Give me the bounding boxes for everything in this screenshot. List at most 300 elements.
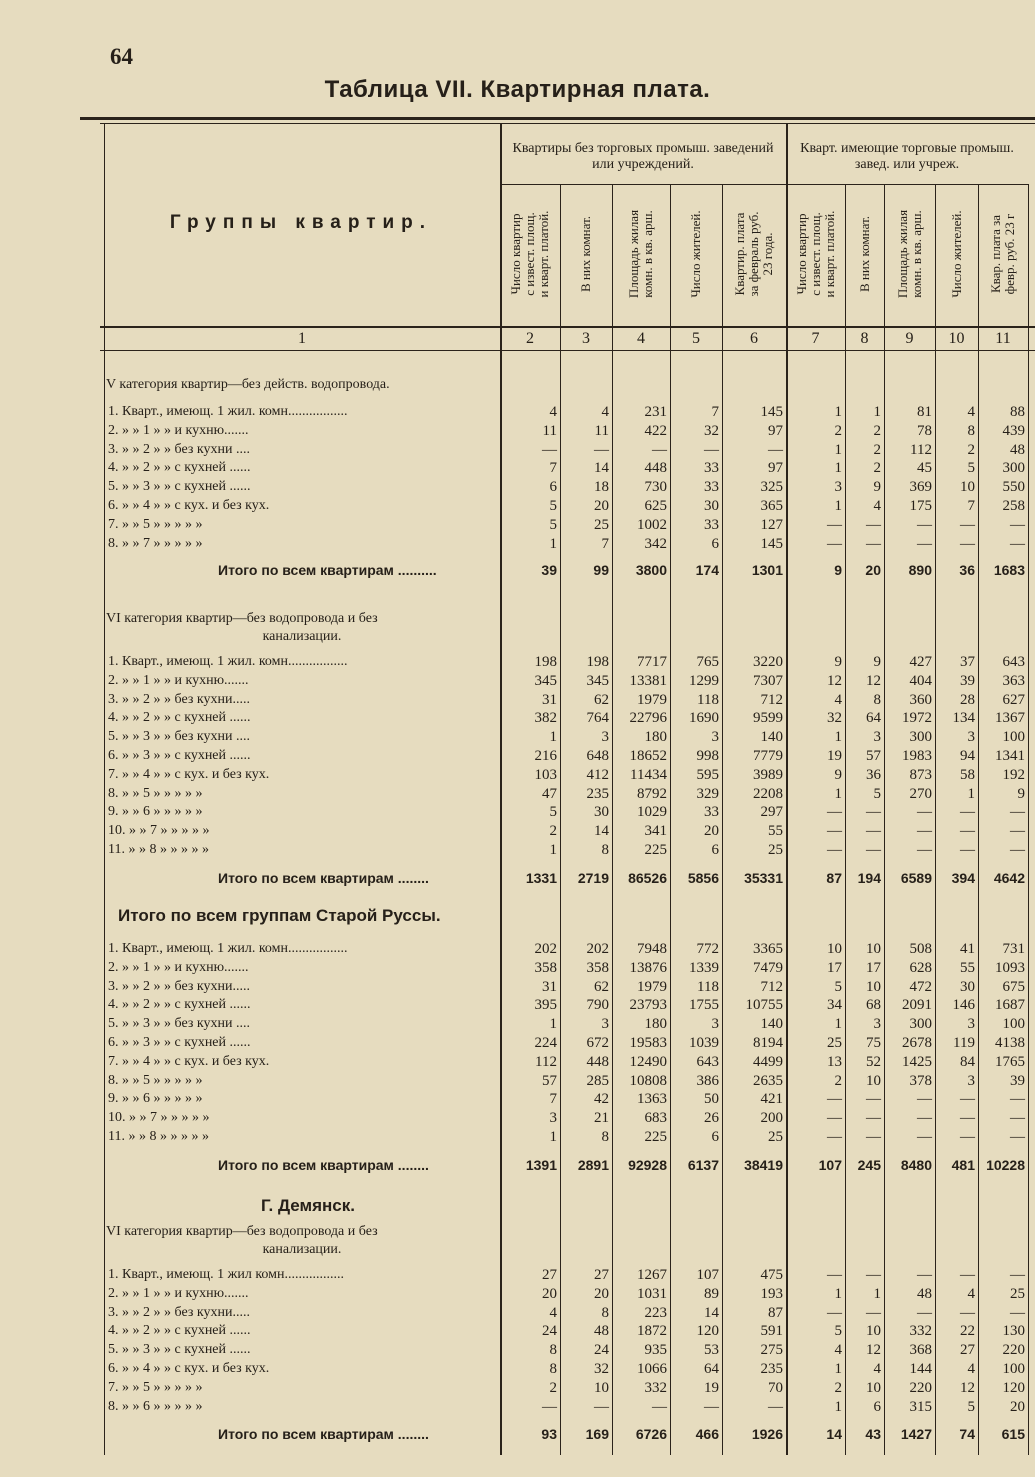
group-header-a: Квартиры без торговых промыш. заведений или учреждений. xyxy=(512,141,774,172)
table-cell: 2 xyxy=(549,1379,557,1396)
table-cell: 1 xyxy=(834,498,842,514)
row-label: 3. » » 2 » » без кухни..... xyxy=(108,1304,250,1320)
table-cell: 25 xyxy=(768,1129,783,1145)
table-cell: 1765 xyxy=(995,1053,1025,1070)
table-cell: — xyxy=(960,1304,975,1321)
table-cell: 20 xyxy=(594,1285,609,1302)
table-cell: 672 xyxy=(586,1035,609,1051)
table-cell: 873 xyxy=(909,766,932,783)
total-cell: 194 xyxy=(857,870,881,886)
table-cell: 202 xyxy=(586,941,609,957)
table-cell: 193 xyxy=(760,1285,783,1302)
table-cell: 8 xyxy=(601,842,609,858)
table-cell: 368 xyxy=(909,1342,932,1359)
table-cell: — xyxy=(704,441,719,458)
table-cell: 4499 xyxy=(753,1053,783,1070)
table-cell: 3 xyxy=(711,729,719,746)
table-cell: 1983 xyxy=(902,748,932,764)
table-cell: — xyxy=(917,535,932,552)
table-cell: 33 xyxy=(704,479,719,496)
table-cell: — xyxy=(827,1110,842,1127)
total-cell: 99 xyxy=(593,562,609,578)
table-cell: 7779 xyxy=(753,748,783,764)
table-cell: — xyxy=(1010,823,1025,840)
table-cell: 48 xyxy=(917,1285,932,1302)
total-cell: 86526 xyxy=(628,870,667,886)
column-header-line: Квартир. плата xyxy=(732,212,747,296)
column-number: 7 xyxy=(811,330,820,347)
section-caption: канализации. xyxy=(262,1242,342,1257)
row-label: 1. Кварт., имеющ. 1 жил комн................. xyxy=(108,1267,344,1282)
table-cell: 100 xyxy=(1002,1361,1025,1377)
column-number-rule xyxy=(100,350,1035,351)
table-cell: 2 xyxy=(834,1072,842,1089)
table-cell: 48 xyxy=(594,1323,609,1340)
total-cell: 93 xyxy=(541,1426,557,1442)
table-cell: 595 xyxy=(696,766,719,783)
column-rule xyxy=(560,184,561,1455)
table-cell: 315 xyxy=(909,1398,932,1415)
total-cell: 6589 xyxy=(900,870,932,886)
table-cell: 5 xyxy=(834,1323,842,1340)
table-cell: 1 xyxy=(873,1285,881,1302)
total-cell: 6726 xyxy=(635,1426,667,1442)
row-label: 11. » » 8 » » » » » xyxy=(108,842,209,857)
table-cell: 358 xyxy=(586,959,609,976)
total-cell: 2891 xyxy=(577,1157,609,1173)
column-header-line: февр. руб. 23 г xyxy=(1002,213,1017,295)
table-cell: 18 xyxy=(594,479,609,496)
table-cell: 10 xyxy=(866,1379,881,1396)
table-cell: 6 xyxy=(549,479,557,496)
table-cell: 30 xyxy=(960,978,975,995)
table-cell: 75 xyxy=(866,1035,881,1051)
table-cell: 97 xyxy=(768,460,783,477)
row-label: 2. » » 1 » » и кухню....... xyxy=(108,1285,249,1301)
table-cell: 712 xyxy=(760,691,783,708)
table-cell: 790 xyxy=(586,997,609,1014)
table-cell: 7 xyxy=(601,535,609,552)
row-label: 5. » » 3 » » с кухней ...... xyxy=(108,479,251,495)
column-rule xyxy=(670,184,671,1455)
table-cell: 235 xyxy=(760,1361,783,1377)
table-cell: 8 xyxy=(601,1129,609,1145)
table-cell: 4138 xyxy=(995,1035,1025,1051)
table-cell: 11 xyxy=(542,422,557,439)
total-cell: 169 xyxy=(585,1426,609,1442)
table-cell: 3 xyxy=(967,729,975,746)
table-cell: — xyxy=(960,535,975,552)
row-label: 11. » » 8 » » » » » xyxy=(108,1129,209,1144)
table-cell: — xyxy=(1010,1267,1025,1283)
column-number: 1 xyxy=(298,330,306,347)
table-cell: — xyxy=(1010,516,1025,533)
column-header-line: с извест. площ. xyxy=(807,212,823,296)
table-cell: — xyxy=(866,1129,881,1145)
table-cell: 30 xyxy=(704,498,719,514)
table-cell: 84 xyxy=(960,1053,975,1070)
table-cell: — xyxy=(917,804,932,821)
table-cell: 1 xyxy=(834,441,842,458)
row-label: 10. » » 7 » » » » » xyxy=(108,1110,210,1126)
table-cell: 358 xyxy=(534,959,557,976)
section-caption: VI категория квартир—без водопровода и без xyxy=(106,611,378,626)
table-cell: 2 xyxy=(873,422,881,439)
table-cell: 4 xyxy=(834,691,842,708)
table-cell: — xyxy=(827,1129,842,1145)
table-cell: 1 xyxy=(549,1016,557,1033)
row-label: 5. » » 3 » » без кухни .... xyxy=(108,729,250,745)
column-header xyxy=(502,186,558,322)
column-header xyxy=(937,186,976,322)
column-header-line: и кварт. платой. xyxy=(536,210,551,298)
table-cell: 33 xyxy=(704,460,719,477)
table-cell: — xyxy=(917,1129,932,1145)
row-label: 8. » » 6 » » » » » xyxy=(108,1398,203,1414)
column-rule xyxy=(1028,184,1029,1455)
column-header-line: и кварт. платой. xyxy=(821,210,837,298)
table-cell: — xyxy=(866,823,881,840)
table-cell: 427 xyxy=(909,654,932,670)
total-cell: 6137 xyxy=(687,1157,719,1173)
table-cell: 12 xyxy=(827,672,842,689)
table-cell: 5 xyxy=(549,516,557,533)
column-header-line: В них комнат. xyxy=(856,215,872,293)
table-cell: 683 xyxy=(644,1110,667,1127)
table-cell: — xyxy=(1010,1091,1025,1108)
table-cell: 731 xyxy=(1002,941,1025,957)
table-cell: 14 xyxy=(594,823,609,840)
table-cell: 50 xyxy=(704,1091,719,1108)
table-cell: 332 xyxy=(644,1379,667,1396)
row-label: 7. » » 4 » » с кух. и без кух. xyxy=(108,766,270,782)
table-cell: 55 xyxy=(768,823,783,840)
table-cell: 300 xyxy=(1002,460,1025,477)
total-cell: 43 xyxy=(865,1426,881,1442)
table-cell: 1029 xyxy=(637,804,667,821)
page-title: Таблица VII. Квартирная плата. xyxy=(324,76,711,103)
section-heading: Итого по всем группам Старой Руссы. xyxy=(118,906,441,925)
table-cell: 1 xyxy=(549,535,557,552)
table-cell: 332 xyxy=(909,1323,932,1340)
column-number: 4 xyxy=(637,330,645,347)
table-cell: 9 xyxy=(1017,785,1025,802)
table-cell: 22 xyxy=(960,1323,975,1340)
row-label: 6. » » 4 » » с кух. и без кух. xyxy=(108,1361,270,1376)
row-label: 3. » » 2 » » без кухни .... xyxy=(108,441,250,457)
table-cell: — xyxy=(866,842,881,858)
table-cell: 97 xyxy=(768,422,783,439)
column-header-line: Площадь жилая xyxy=(894,209,910,299)
table-cell: 20 xyxy=(1010,1398,1025,1415)
table-cell: 140 xyxy=(760,1016,783,1033)
table-cell: 5 xyxy=(834,978,842,995)
table-cell: 345 xyxy=(534,672,557,689)
table-cell: — xyxy=(542,1398,557,1415)
table-cell: 3 xyxy=(711,1016,719,1033)
table-cell: 32 xyxy=(704,422,719,439)
table-cell: — xyxy=(917,1091,932,1108)
table-cell: 12490 xyxy=(629,1053,667,1070)
total-label: Итого по всем квартирам ........ xyxy=(218,1157,429,1173)
table-cell: — xyxy=(827,1091,842,1108)
row-label: 6. » » 4 » » с кух. и без кух. xyxy=(108,498,270,513)
table-cell: 1 xyxy=(834,1361,842,1377)
table-cell: — xyxy=(827,823,842,840)
table-cell: 34 xyxy=(827,997,842,1014)
table-cell: 378 xyxy=(909,1072,932,1089)
table-cell: 643 xyxy=(1002,654,1025,670)
table-cell: 472 xyxy=(909,978,932,995)
table-cell: 58 xyxy=(960,766,975,783)
table-cell: 363 xyxy=(1002,672,1025,689)
table-cell: 3 xyxy=(549,1110,557,1127)
table-cell: 1425 xyxy=(902,1053,932,1070)
table-cell: 7307 xyxy=(753,672,783,689)
table-cell: 300 xyxy=(909,1016,932,1033)
table-cell: 9 xyxy=(834,654,842,670)
table-cell: 11434 xyxy=(630,766,667,783)
group-header-b: Кварт. имеющие торговые промыш. завед. или учреж. xyxy=(800,141,1014,172)
table-cell: 78 xyxy=(917,422,932,439)
table-cell: 342 xyxy=(644,535,667,552)
table-cell: 127 xyxy=(760,516,783,533)
column-header xyxy=(724,186,784,322)
table-cell: 198 xyxy=(586,654,609,670)
column-rule xyxy=(978,184,979,1455)
column-number: 3 xyxy=(582,330,590,347)
table-cell: 439 xyxy=(1002,422,1025,439)
table-cell: 8 xyxy=(873,691,881,708)
row-label: 3. » » 2 » » без кухни..... xyxy=(108,978,250,994)
table-cell: — xyxy=(1010,1110,1025,1127)
table-cell: — xyxy=(866,1304,881,1321)
total-cell: 1301 xyxy=(751,562,783,578)
total-cell: 8480 xyxy=(900,1157,932,1173)
total-cell: 2719 xyxy=(577,870,609,886)
table-cell: — xyxy=(704,1398,719,1415)
table-cell: 25 xyxy=(768,842,783,858)
table-cell: 341 xyxy=(644,823,667,840)
table-cell: — xyxy=(960,804,975,821)
total-cell: 3800 xyxy=(635,562,667,578)
total-cell: 466 xyxy=(695,1426,719,1442)
table-cell: 118 xyxy=(697,978,719,995)
table-cell: 4 xyxy=(967,1361,975,1377)
table-cell: 1 xyxy=(834,1285,842,1302)
table-cell: 25 xyxy=(594,516,609,533)
table-cell: 8 xyxy=(549,1361,557,1377)
table-cell: 216 xyxy=(534,748,557,764)
column-rule xyxy=(104,124,105,1455)
column-rule xyxy=(845,184,846,1455)
table-cell: 10 xyxy=(827,941,842,957)
table-cell: 20 xyxy=(542,1285,557,1302)
table-cell: 7 xyxy=(967,498,975,514)
table-cell: 28 xyxy=(960,691,975,708)
table-cell: 55 xyxy=(960,959,975,976)
table-cell: 628 xyxy=(909,959,932,976)
table-cell: 225 xyxy=(644,842,667,858)
table-cell: 200 xyxy=(760,1110,783,1127)
table-cell: 5 xyxy=(549,498,557,514)
top-rule xyxy=(80,117,1035,120)
total-cell: 87 xyxy=(826,870,842,886)
table-cell: 4 xyxy=(967,1285,975,1302)
total-cell: 174 xyxy=(695,562,719,578)
column-number: 5 xyxy=(692,330,700,347)
table-cell: 421 xyxy=(760,1091,783,1108)
table-cell: 10755 xyxy=(745,997,783,1014)
table-cell: 1039 xyxy=(689,1035,719,1051)
table-cell: 2635 xyxy=(753,1072,783,1089)
table-cell: 119 xyxy=(953,1035,975,1051)
table-cell: 1972 xyxy=(902,710,932,727)
table-cell: 57 xyxy=(542,1072,557,1089)
top-rule-thin xyxy=(100,123,1035,124)
table-cell: — xyxy=(827,1267,842,1283)
table-cell: 175 xyxy=(909,498,932,514)
table-cell: 9599 xyxy=(753,710,783,727)
table-cell: — xyxy=(827,1304,842,1321)
row-label: 7. » » 5 » » » » » xyxy=(108,516,203,532)
table-cell: 19583 xyxy=(629,1035,667,1051)
table-cell: 27 xyxy=(960,1342,975,1359)
total-cell: 1391 xyxy=(525,1157,557,1173)
table-cell: — xyxy=(917,1267,932,1283)
table-cell: 2 xyxy=(967,441,975,458)
table-cell: — xyxy=(866,1110,881,1127)
table-cell: 7717 xyxy=(637,654,667,670)
table-cell: 1339 xyxy=(689,959,719,976)
column-header xyxy=(672,186,720,322)
row-label: 8. » » 7 » » » » » xyxy=(108,535,203,551)
table-cell: 6 xyxy=(873,1398,881,1415)
table-cell: 369 xyxy=(909,479,932,496)
table-cell: 475 xyxy=(760,1267,783,1283)
table-cell: — xyxy=(768,1398,783,1415)
total-cell: 1427 xyxy=(900,1426,932,1442)
total-cell: 1683 xyxy=(993,562,1025,578)
table-cell: 1299 xyxy=(689,672,719,689)
total-label: Итого по всем квартирам ........ xyxy=(218,870,429,886)
row-label: 5. » » 3 » » с кухней ...... xyxy=(108,1342,251,1358)
total-cell: 92928 xyxy=(628,1157,667,1173)
row-label: 4. » » 2 » » с кухней ...... xyxy=(108,997,251,1013)
table-cell: 9 xyxy=(834,766,842,783)
table-cell: 550 xyxy=(1002,479,1025,496)
total-label: Итого по всем квартирам ........ xyxy=(218,1426,429,1442)
table-cell: 220 xyxy=(1002,1342,1025,1359)
table-cell: 6 xyxy=(711,535,719,552)
column-number: 2 xyxy=(526,330,534,347)
table-cell: 235 xyxy=(586,785,609,802)
table-cell: 365 xyxy=(760,498,783,514)
table-cell: 1267 xyxy=(637,1267,667,1283)
table-cell: 27 xyxy=(594,1267,609,1283)
table-cell: 8 xyxy=(967,422,975,439)
table-cell: 68 xyxy=(866,997,881,1014)
table-cell: 1 xyxy=(834,1398,842,1415)
table-cell: 2208 xyxy=(753,785,783,802)
total-cell: 20 xyxy=(865,562,881,578)
table-cell: 27 xyxy=(542,1267,557,1283)
table-cell: 231 xyxy=(644,404,667,420)
table-cell: 258 xyxy=(1002,498,1025,514)
column-header-line: Число жителей. xyxy=(688,210,703,298)
table-cell: 998 xyxy=(696,748,719,764)
table-cell: — xyxy=(542,441,557,458)
table-cell: 4 xyxy=(549,404,557,420)
table-cell: 41 xyxy=(960,941,975,957)
table-cell: 1 xyxy=(834,460,842,477)
row-label: 3. » » 2 » » без кухни..... xyxy=(108,691,250,707)
table-cell: 422 xyxy=(644,422,667,439)
table-cell: 329 xyxy=(696,785,719,802)
table-cell: 17 xyxy=(827,959,842,976)
table-cell: 2 xyxy=(873,441,881,458)
table-cell: — xyxy=(866,1267,881,1283)
table-cell: 10 xyxy=(866,1072,881,1089)
column-header xyxy=(788,186,843,322)
table-cell: — xyxy=(594,1398,609,1415)
table-cell: — xyxy=(652,441,667,458)
total-cell: 5856 xyxy=(687,870,719,886)
table-cell: 1 xyxy=(549,729,557,746)
table-cell: 36 xyxy=(866,766,881,783)
table-cell: 412 xyxy=(586,766,609,783)
row-label: 2. » » 1 » » и кухню....... xyxy=(108,672,249,688)
table-cell: 675 xyxy=(1002,978,1025,995)
total-cell: 890 xyxy=(908,562,932,578)
table-cell: 4 xyxy=(549,1304,557,1321)
table-cell: — xyxy=(917,516,932,533)
table-cell: 62 xyxy=(594,978,609,995)
row-label: 5. » » 3 » » без кухни .... xyxy=(108,1016,250,1032)
table-cell: 14 xyxy=(594,460,609,477)
table-cell: 448 xyxy=(644,460,667,477)
table-cell: 325 xyxy=(760,479,783,496)
total-cell: 1926 xyxy=(751,1426,783,1442)
table-cell: 712 xyxy=(760,978,783,995)
table-cell: 1979 xyxy=(637,978,667,995)
column-header xyxy=(847,186,882,322)
table-cell: 10 xyxy=(866,1323,881,1340)
table-cell: 12 xyxy=(866,672,881,689)
table-cell: 1 xyxy=(549,842,557,858)
table-cell: 81 xyxy=(917,404,932,420)
column-header-line: комн. в кв. арш. xyxy=(908,210,924,298)
table-cell: — xyxy=(827,516,842,533)
table-cell: 4 xyxy=(873,1361,881,1377)
row-label: 8. » » 5 » » » » » xyxy=(108,785,203,801)
table-cell: 3 xyxy=(873,1016,881,1033)
table-cell: — xyxy=(960,842,975,858)
table-cell: 9 xyxy=(873,479,881,496)
table-cell: 1 xyxy=(834,785,842,802)
table-cell: 30 xyxy=(594,804,609,821)
groups-column-header: Группы квартир. xyxy=(169,212,433,233)
table-cell: 404 xyxy=(909,672,932,689)
table-cell: 4 xyxy=(873,498,881,514)
total-cell: 245 xyxy=(857,1157,881,1173)
column-rule xyxy=(612,184,613,1455)
table-cell: 31 xyxy=(542,691,557,708)
table-cell: 70 xyxy=(768,1379,783,1396)
table-cell: 1341 xyxy=(995,748,1025,764)
table-cell: 13876 xyxy=(629,959,667,976)
table-cell: 627 xyxy=(1002,691,1025,708)
